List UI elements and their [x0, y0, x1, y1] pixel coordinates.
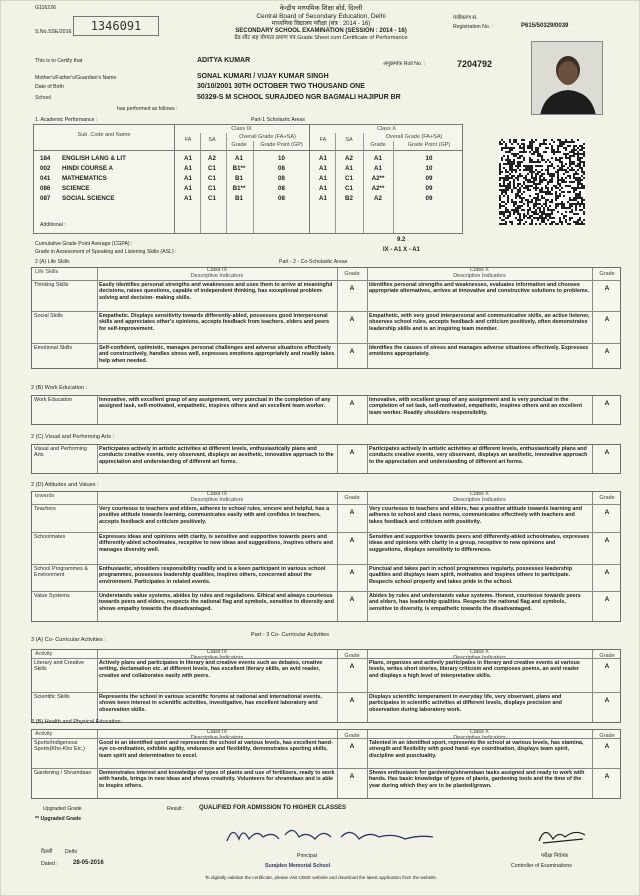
subject-code: 184: [40, 155, 51, 162]
arts-section-label: 2 (C) Visual and Performing Arts :: [31, 434, 115, 440]
academic-table: [33, 124, 463, 234]
upgraded-note: ** Upgraded Grade: [35, 816, 82, 822]
column-header-grade-ix: Grade: [344, 495, 360, 501]
co-scholastic-table: [31, 649, 621, 723]
grade-ix: A: [349, 400, 355, 407]
issue-date: 28-05-2016: [73, 860, 104, 866]
column-header-grade-x: Grade: [599, 653, 615, 659]
place: Delhi: [65, 849, 77, 855]
descriptive-indicator-x: Sensitive and supportive towards peers and differently-abled schoolmates, expresses ideas and opinions with clarity in a group, receptive to new opinions and suggestions, displays sensitivity to differences.: [369, 534, 590, 553]
subject-name: MATHEMATICS: [62, 175, 107, 182]
subject-code: 041: [40, 175, 51, 182]
descriptive-indicator-x: Abides by rules and understands value systems. Honest, courteous towards peers and elders, has leadership qualities. Respects the national flag and symbols, sensitive to diversity, is empathetic towards the disadvantaged.: [369, 593, 581, 612]
subject-name: ENGLISH LANG & LIT: [62, 155, 126, 162]
part3-label: Part - 3 Co- Curricular Activities: [251, 632, 330, 638]
dob-label: Date of Birth: [35, 84, 64, 90]
grade-ix: A: [349, 773, 355, 780]
co-scholastic-row: [32, 445, 620, 475]
grade-ix: A: [349, 348, 355, 355]
subject-fa9: A1: [184, 195, 192, 202]
subject-row: [34, 195, 462, 205]
result-value: QUALIFIED FOR ADMISSION TO HIGHER CLASSES: [199, 805, 347, 811]
school-name: 50329-S M SCHOOL SURAJDEO NGR BAGMALI HAJIPUR BR: [197, 94, 401, 101]
grade-x: A: [604, 743, 610, 750]
upgraded-grade-label: Upgraded Grade: [43, 806, 82, 812]
grade-ix: A: [349, 596, 355, 603]
grade-x: A: [604, 285, 610, 292]
row-label: Scientific Skills: [34, 694, 70, 700]
column-header-descriptive-ix: Descriptive Indicators: [190, 497, 244, 503]
descriptive-indicator-x: Displays scientific temperament in everyday life, very observant, plans and participates in scientific activities at different levels, displays precision and observation during laboratory work.: [369, 694, 562, 713]
work-education-section-label: 2 (B) Work Education :: [31, 385, 88, 391]
subject-sa9: C1: [208, 185, 216, 192]
descriptive-indicator-ix: Good in an identified sport and represents the school at various levels, has excellent hand-eye co-ordination, exhibits agility, endurance and flexibility, demonstrates sporting skills, team spirit and determination to excel.: [99, 740, 333, 759]
roll-number-label: अनुक्रमांक Roll No. :: [383, 61, 426, 67]
row-label: Schoolmates: [34, 534, 66, 540]
sa-ix-header: SA: [208, 137, 216, 143]
descriptive-indicator-x: Shows enthusiasm for gardening/shramdaan tasks assigned and ready to work with hands. Has basic knowledge of types of plants, gardening tools and the time of the year during which they are to be planted/grown.: [369, 770, 585, 789]
row-label: School Programmes & Environment: [34, 566, 88, 579]
descriptive-indicator-x: Participates actively in artistic activities at different levels, enthusiastically plans and conducts creative events, very observant, displays an aesthetic, innovative approach to the appreciation and understanding of different art forms.: [369, 446, 588, 465]
column-header-class-ix: Class IX: [206, 729, 228, 735]
subject-g10: A2**: [371, 185, 385, 192]
subject-g10: A2: [374, 195, 382, 202]
subject-row: [34, 165, 462, 175]
exam-name-hindi: माध्यमिक विद्यालय परीक्षा (सत्र : 2014 - 16): [271, 21, 371, 27]
subject-g10: A2**: [371, 175, 385, 182]
co-scholastic-row: [32, 311, 620, 343]
subject-gp9: 08: [278, 165, 285, 172]
life-skills-section-label: 2 (A) Life Skills: [35, 259, 70, 265]
grade-ix: A: [349, 663, 355, 670]
co-scholastic-row: [32, 396, 620, 426]
row-label: Social Skills: [34, 313, 63, 319]
subject-fa10: A1: [319, 185, 327, 192]
column-header-descriptive-ix: Descriptive Indicators: [190, 735, 244, 741]
subject-code: 086: [40, 185, 51, 192]
descriptive-indicator-ix: Actively plans and participates in literary and creative events such as debates, creative writing, declamation etc. at different levels, has excellent literary skills, an avid reader, creative and collaborates easily with peers.: [99, 660, 323, 679]
digital-validation-note: To digitally validate the certificate, please visit CBSE website and download the latest application from the website.: [204, 875, 438, 880]
subject-g9: B1**: [232, 185, 246, 192]
qr-code: [499, 139, 585, 225]
column-header-class-ix: Class IX: [206, 267, 228, 273]
subject-gp9: 08: [278, 175, 285, 182]
descriptive-indicator-x: Punctual and takes part in school programmes regularly, possesses leadership qualities and displays team spirit, motivates and inspires others to participate. Respects school property and takes pride in the school.: [369, 566, 573, 585]
column-header-class-ix: Class IX: [206, 649, 228, 655]
descriptive-indicator-ix: Expresses ideas and opinions with clarity, is sensitive and supportive towards peers and differently-abled schoolmates, receptive to new ideas and suggestions, inspires others and manages diversity well.: [99, 534, 333, 553]
grade-x: A: [604, 316, 610, 323]
subject-sa10: B2: [345, 195, 353, 202]
grade-x: A: [604, 773, 610, 780]
grade-ix: A: [349, 697, 355, 704]
co-scholastic-row: [32, 738, 620, 768]
row-label: Teachers: [34, 506, 56, 512]
registration-number: P615/50329/0039: [521, 23, 569, 29]
grade-ix-header: Grade: [231, 142, 247, 148]
certify-label: This is to Certify that: [35, 58, 83, 64]
row-label: Visual and Performing Arts: [34, 446, 87, 459]
board-name-hindi: केन्द्रीय माध्यमिक शिक्षा बोर्ड, दिल्ली: [279, 5, 363, 12]
co-scholastic-row: [32, 504, 620, 532]
board-name-english: Central Board of Secondary Education, Delhi: [256, 13, 386, 20]
subject-code: 002: [40, 165, 51, 172]
cca-section-label: 3 (A) Co- Curricular Activities :: [31, 637, 106, 643]
column-header-grade-ix: Grade: [344, 271, 360, 277]
subject-g9: B1**: [232, 165, 246, 172]
grade-x: A: [604, 449, 610, 456]
sub-code-header: Sub. Code and Name: [77, 132, 131, 138]
grade-x: A: [604, 537, 610, 544]
additional-label: Additional :: [40, 222, 66, 228]
subject-fa9: A1: [184, 165, 192, 172]
subject-gp10: 10: [425, 155, 433, 162]
subject-gp9: 10: [278, 155, 285, 162]
subject-g10: A1: [374, 155, 382, 162]
subject-row: [34, 185, 462, 195]
row-label: Gardening / Shramdaan: [34, 770, 92, 776]
grade-ix: A: [349, 285, 355, 292]
row-label: Emotional Skills: [34, 345, 73, 351]
subject-sa9: C1: [208, 175, 216, 182]
row-label: Sports/Indigenous Sports(Kho-Kho Etc.): [34, 740, 85, 753]
row-label: Work Education: [34, 397, 72, 403]
grade-ix: A: [349, 569, 355, 576]
column-header-class-x: Class X: [470, 491, 489, 497]
co-scholastic-table: [31, 395, 621, 425]
subject-gp10: 09: [425, 175, 433, 182]
sno-label: S.No.SSE/2016: [35, 29, 72, 35]
subject-fa10: A1: [319, 195, 327, 202]
subject-gp10: 09: [425, 185, 433, 192]
subject-sa9: A2: [208, 155, 216, 162]
academic-performance-label: 1. Academic Performance :: [35, 117, 98, 123]
column-header-descriptive-ix: Descriptive Indicators: [190, 655, 244, 661]
dated-label: Dated :: [41, 861, 58, 867]
column-header-descriptive-x: Descriptive Indicators: [453, 273, 506, 279]
descriptive-indicator-ix: Innovative, with excellent grasp of any assignment, very punctual in the completion of any assigned task, self-motivated, empathetic, inspires others and an excellent team worker.: [99, 397, 331, 410]
cgpa-value: 9.2: [397, 237, 406, 243]
subject-fa10: A1: [319, 175, 327, 182]
subject-sa10: A1: [345, 165, 353, 172]
column-header-grade-ix: Grade: [344, 653, 360, 659]
descriptive-indicator-ix: Enthusiastic, shoulders responsibility readily and is a keen participant in various school programmes, possesses leadership qualities, inspires others, concerned about the environment. Participates in related events.: [99, 566, 326, 585]
co-scholastic-table: [31, 444, 621, 474]
column-header-grade-ix: Grade: [344, 733, 360, 739]
asl-value: IX - A1 X - A1: [383, 247, 420, 253]
column-header-class-ix: Class IX: [206, 491, 228, 497]
controller-signature: [535, 823, 591, 847]
overall-x-header: Overall Grade (FA+SA): [385, 134, 443, 140]
descriptive-indicator-ix: Self-confident, optimistic, manages personal challenges and adverse situations effectively and constructively, handles stress well, expresses emotions appropriately and readily takes help when needed.: [99, 345, 335, 364]
place-hindi: दिल्ली: [41, 849, 53, 855]
overall-ix-header: Overall Grade (FA+SA): [239, 134, 296, 140]
subject-fa9: A1: [184, 155, 192, 162]
subject-code: 087: [40, 195, 51, 202]
attitudes-section-label: 2 (D) Attitudes and Values :: [31, 482, 99, 488]
subject-name: SCIENCE: [62, 185, 90, 192]
cert-title-hindi: ग्रेड शीट सह योग्यता प्रमाण पत्र: [234, 35, 296, 41]
subject-name: SOCIAL SCIENCE: [62, 195, 115, 202]
parents-name: SONAL KUMARI / VIJAY KUMAR SINGH: [197, 73, 329, 80]
descriptive-indicator-x: Innovative, with excellent grasp of any assignment and is very punctual in the completion of set task, self-motivated, empathetic, inspires others and an excellent team worker. Readily shoulders responsibility.: [369, 397, 582, 416]
student-photo: [531, 41, 603, 115]
co-scholastic-row: [32, 564, 620, 591]
grade-x: A: [604, 596, 610, 603]
subject-gp9: 08: [278, 185, 285, 192]
grade-ix: A: [349, 743, 355, 750]
descriptive-indicator-x: Very courteous to teachers and elders, has a positive attitude towards learning and adheres to school and class norms, communicates effectively with teachers and takes feedback and criticism with positivity.: [369, 506, 582, 525]
column-header-class-x: Class X: [470, 729, 489, 735]
grade-x: A: [604, 509, 610, 516]
descriptive-indicator-ix: Easily identifies personal strengths and weaknesses and uses them to arrive at meaningful decisions, raises questions, capable of independent thinking, has exceptional problem- solving and decision- making skills.: [99, 282, 333, 301]
sa-x-header: SA: [345, 137, 353, 143]
descriptive-indicator-x: Plans, organizes and actively participates in literary and creative events at various levels, writes short stories, literary criticism and composes poems, an avid reader and displays a high level of interpretative skills.: [369, 660, 580, 679]
subject-sa9: C1: [208, 165, 216, 172]
part1-label: Part-1 Scholastic Areas: [251, 117, 305, 123]
co-scholastic-row: [32, 532, 620, 564]
row-label: Literary and Creative Skills: [34, 660, 85, 673]
parents-label: Mother's/Father's/Guardian's Name: [35, 75, 117, 81]
column-header-descriptive-x: Descriptive Indicators: [453, 497, 506, 503]
principal-label: Principal: [297, 853, 317, 859]
cgpa-label: Cumulative Grade Point Average (CGPA) :: [35, 241, 133, 247]
fa-ix-header: FA: [184, 137, 192, 143]
roll-number: 7204792: [457, 59, 493, 69]
fa-x-header: FA: [319, 137, 327, 143]
serial-number-top: G116226: [35, 5, 56, 11]
co-scholastic-row: [32, 343, 620, 370]
subject-fa9: A1: [184, 185, 192, 192]
co-scholastic-table: [31, 729, 621, 799]
descriptive-indicator-x: Identifies the causes of stress and manages adverse situations effectively. Expresses emotions appropriately.: [369, 345, 589, 358]
subject-gp10: 09: [425, 195, 433, 202]
school-stamp: Surajdeo Memorial School: [265, 863, 331, 869]
column-header-label: Activity: [35, 731, 53, 737]
controller-label: Controller of Examinations: [511, 863, 572, 869]
column-header-class-x: Class X: [470, 649, 489, 655]
descriptive-indicator-ix: Very courteous to teachers and elders, adheres to school rules, sincere and helpful, has a positive attitude towards learning, communicates easily with and confides in teachers, accepts feedback and criticism positively.: [99, 506, 330, 525]
co-scholastic-row: [32, 591, 620, 623]
descriptive-indicator-ix: Participates actively in artistic activities at different levels, enthusiastically plans and conducts creative events, very observant, displays an aesthetic, innovative approach to the appreciation and understanding of different art forms.: [99, 446, 334, 465]
subject-g9: B1: [235, 195, 243, 202]
class-ix-header: Class IX: [231, 126, 252, 132]
asl-label: Grade in Assessment of Speaking and Listening Skills (ASL) :: [35, 249, 177, 255]
column-header-label: Life Skills: [35, 269, 59, 275]
row-label: Value Systems: [34, 593, 70, 599]
grade-x: A: [604, 663, 610, 670]
subject-fa10: A1: [319, 155, 327, 162]
row-label: Thinking Skills: [34, 282, 69, 288]
result-label: Result :: [167, 806, 185, 812]
grade-ix: A: [349, 449, 355, 456]
descriptive-indicator-x: Identifies personal strengths and weaknesses, evaluates information and chooses appropriate alternatives, arrives at innovative and constructive solutions to problems.: [369, 282, 590, 295]
grade-x: A: [604, 348, 610, 355]
co-scholastic-table: [31, 267, 621, 369]
gp-ix-header: Grade Point (GP): [260, 142, 303, 148]
performed-label: has performed as follows :: [117, 106, 178, 112]
grade-x: A: [604, 400, 610, 407]
subject-fa9: A1: [184, 175, 192, 182]
health-section-label: 3 (B) Health and Physical Education :: [31, 719, 124, 725]
grade-ix: A: [349, 509, 355, 516]
column-header-descriptive-ix: Descriptive Indicators: [190, 273, 244, 279]
subject-gp9: 08: [278, 195, 285, 202]
subject-sa9: C1: [208, 195, 216, 202]
descriptive-indicator-ix: Empathetic. Displays sensitivity towards differently-abled, possesses good interpersonal skills and appreciates other's opinions, accepts feedback from teachers, elders and peers for self-improvement.: [99, 313, 330, 332]
descriptive-indicator-x: Empathetic, with very good interpersonal and communicative skills, an active listener, observes school rules, accepts feedback and criticism positively, often demonstrates leadership skills and is an inspiring team member.: [369, 313, 590, 332]
co-scholastic-row: [32, 658, 620, 692]
grade-x: A: [604, 697, 610, 704]
column-header-descriptive-x: Descriptive Indicators: [453, 735, 506, 741]
principal-signature: [223, 821, 443, 847]
sno-value-box: 1346091: [73, 16, 159, 36]
subject-row: [34, 175, 462, 185]
controller-label-hindi: परीक्षा नियंत्रक: [541, 853, 568, 859]
subject-g10: A1: [374, 165, 382, 172]
co-scholastic-row: [32, 768, 620, 800]
descriptive-indicator-ix: Understands value systems, abides by rules and regulations. Ethical and always courteous towards peers and elders, respects the national flag and symbols, sensitive to diversity and shows empathy towards the disadvantaged.: [99, 593, 334, 612]
part2-label: Part - 2 - Co-Scholastic Areas: [279, 259, 348, 265]
grade-ix: A: [349, 537, 355, 544]
exam-name-english: SECONDARY SCHOOL EXAMINATION (SESSION : 2014 - 16): [235, 28, 407, 34]
student-name: ADITYA KUMAR: [197, 57, 251, 64]
column-header-grade-x: Grade: [599, 495, 615, 501]
subject-sa10: A2: [345, 155, 353, 162]
subject-fa10: A1: [319, 165, 327, 172]
column-header-descriptive-x: Descriptive Indicators: [453, 655, 506, 661]
column-header-grade-x: Grade: [599, 271, 615, 277]
cert-title-english: Grade Sheet cum Certificate of Performance: [297, 35, 408, 41]
registration-label: Registration No. :: [453, 24, 494, 30]
subject-row: [34, 155, 462, 165]
descriptive-indicator-ix: Demonstrates interest and knowledge of types of plants and use of fertilizers, ready to work with hands, brings in new ideas and shows creativity. Volunteers for shramdaan and is able to inspire others.: [99, 770, 335, 789]
subject-name: HINDI COURSE A: [62, 165, 113, 172]
subject-g9: A1: [235, 155, 243, 162]
column-header-class-x: Class X: [470, 267, 489, 273]
column-header-grade-x: Grade: [599, 733, 615, 739]
class-x-header: Class X: [377, 126, 396, 132]
grade-ix: A: [349, 316, 355, 323]
subject-gp10: 10: [425, 165, 433, 172]
subject-sa10: C1: [345, 175, 353, 182]
co-scholastic-row: [32, 280, 620, 311]
gp-x-header: Grade Point (GP): [407, 142, 451, 148]
grade-x: A: [604, 569, 610, 576]
column-header-label: Activity: [35, 651, 53, 657]
subject-sa10: C1: [345, 185, 353, 192]
registration-label-hindi: पंजीकरण सं.: [453, 15, 478, 21]
date-of-birth: 30/10/2001 30TH OCTOBER TWO THOUSAND ONE: [197, 83, 365, 90]
descriptive-indicator-x: Talented in an identified sport, represents the school at various levels, has stamina, strength and flexibility with good hand- eye coordination, displays team spirit, discipline and punctuality.: [369, 740, 584, 759]
school-label: School: [35, 95, 51, 101]
descriptive-indicator-ix: Represents the school in various scientific forums at national and international events, shows keen interest in scientific activities, investigative, has excellent laboratory and observation skills.: [99, 694, 322, 713]
co-scholastic-table: [31, 491, 621, 622]
subject-g9: B1: [235, 175, 243, 182]
column-header-label: towards: [35, 493, 55, 499]
grade-x-header: Grade: [370, 142, 386, 148]
